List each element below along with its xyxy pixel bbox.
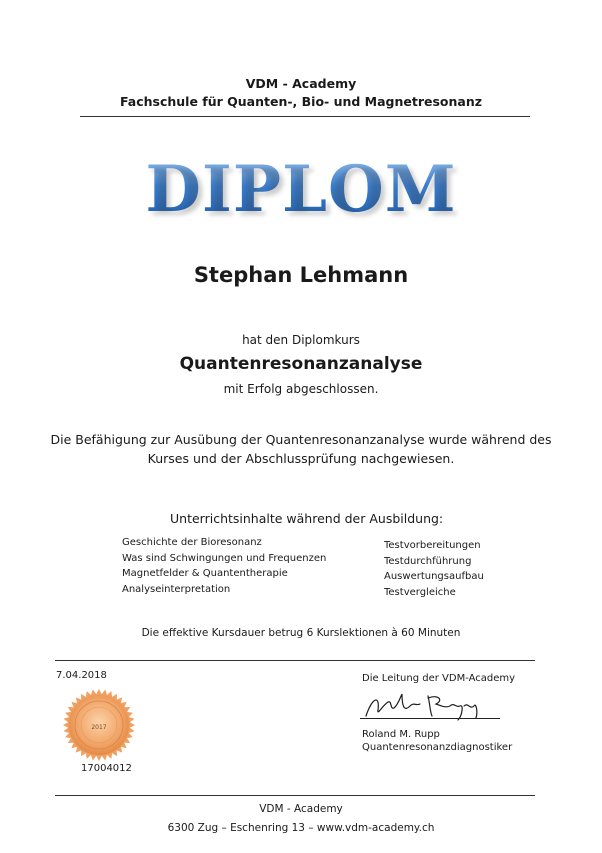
course-name: Quantenresonanzanalyse — [179, 354, 423, 374]
footer-address: 6300 Zug – Eschenring 13 – www.vdm-academy.ch — [167, 822, 435, 834]
list-item: Testvergleiche — [384, 586, 456, 598]
competence-statement-line-1: Die Befähigung zur Ausübung der Quantenresonanzanalyse wurde während des — [50, 432, 552, 447]
course-duration: Die effektive Kursdauer betrug 6 Kurslektionen à 60 Minuten — [141, 627, 461, 639]
footer-divider — [55, 795, 535, 796]
topics-right-column — [384, 540, 484, 602]
signature-divider — [55, 660, 535, 661]
list-item: Testvorbereitungen — [384, 540, 481, 551]
management-label: Die Leitung der VDM-Academy — [362, 673, 516, 684]
list-item: Analyseinterpretation — [122, 583, 231, 595]
signer-name: Roland M. Rupp — [362, 729, 440, 740]
signer-title: Quantenresonanzdiagnostiker — [362, 742, 513, 753]
competence-statement-line-2: Kurses und der Abschlussprüfung nachgewiesen. — [147, 451, 455, 466]
list-item: Testdurchführung — [384, 555, 472, 567]
signature-line — [360, 718, 500, 719]
seal-icon — [62, 688, 136, 762]
footer-academy-name: VDM - Academy — [259, 803, 343, 815]
academy-name: VDM - Academy — [245, 76, 357, 91]
header-divider — [80, 116, 530, 117]
recipient-name: Stephan Lehmann — [193, 263, 409, 287]
course-intro: hat den Diplomkurs — [242, 333, 360, 347]
topics-left-column — [122, 537, 326, 599]
issue-date: 7.04.2018 — [56, 670, 107, 681]
list-item: Magnetfelder & Quantentherapie — [122, 568, 288, 579]
signature-icon — [358, 688, 508, 722]
certificate-number: 17004012 — [81, 763, 132, 774]
list-item: Was sind Schwingungen und Frequenzen — [122, 552, 327, 564]
contents-heading: Unterrichtsinhalte während der Ausbildung: — [170, 511, 444, 526]
completion-text: mit Erfolg abgeschlossen. — [223, 382, 379, 396]
list-item: Geschichte der Bioresonanz — [122, 537, 262, 548]
seal-year: 2017 — [91, 724, 107, 731]
diploma-title: DIPLOM — [0, 152, 602, 227]
school-name: Fachschule für Quanten-, Bio- und Magnetresonanz — [119, 94, 483, 109]
list-item: Auswertungsaufbau — [384, 571, 484, 582]
